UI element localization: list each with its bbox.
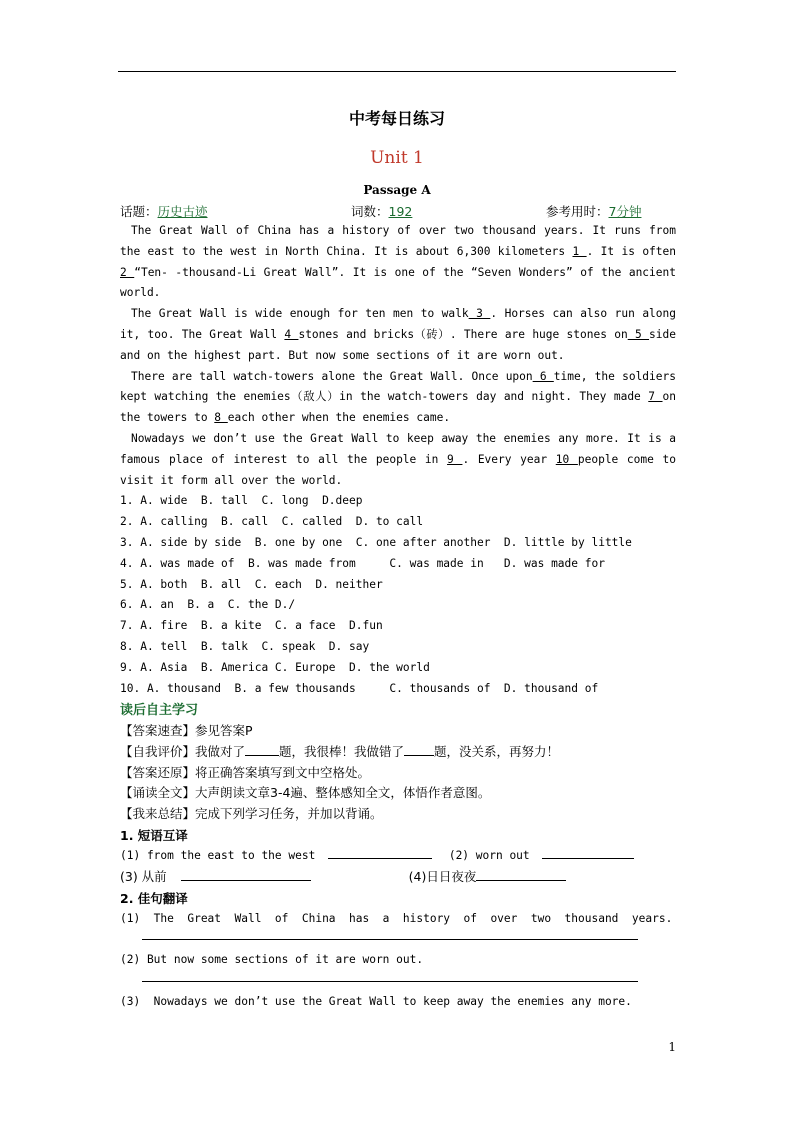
words-meta <box>351 202 412 220</box>
read-line: 【诵读全文】大声朗读文章3-4遍、整体感知全文，体悟作者意图。 <box>120 785 491 801</box>
option-3: 3. A. side by side B. one by one C. one after another D. little by little <box>120 535 632 549</box>
after-reading-heading: 读后自主学习 <box>120 703 199 718</box>
after-reading-section <box>120 700 676 1013</box>
self-eval-line: 【自我评价】我做对了 题，我很棒！我做错了 题，没关系，再努力！ <box>120 743 560 759</box>
blank-8: 8 <box>214 411 228 425</box>
phrase-2-answer[interactable] <box>542 846 634 859</box>
topic-meta <box>120 202 208 220</box>
option-10: 10. A. thousand B. a few thousands C. thousands of D. thousand of <box>120 681 599 695</box>
sentence-3: (3) Nowadays we don’t use the Great Wall to keep away the enemies any more. <box>120 995 632 1009</box>
passage-body <box>120 221 676 699</box>
option-4: 4. A. was made of B. was made from C. was made in D. was made for <box>120 556 605 570</box>
phrase-row-1: (1) from the east to the west (2) worn out <box>120 846 676 867</box>
paragraph-2: The Great Wall is wide enough for ten men to walk 3 . Horses can also run along it, too. The Great Wall 4 stones and bricks（砖）. There are huge stones on 5 side and on the highest part. But now some sections of it are worn out. <box>120 307 677 362</box>
paragraph-3: There are tall watch-towers alone the Great Wall. Once upon 6 time, the soldiers kept watching the enemies（敌人）in the watch-towers day and night. They made 7 on the towers to 8 each other when the enemies came. <box>120 369 676 425</box>
blank-4: 4 <box>284 327 299 341</box>
blank-3: 3 <box>468 307 491 321</box>
time-label: 参考用时： <box>546 204 609 219</box>
unit-title: Unit 1 <box>370 148 424 168</box>
paragraph-4: Nowadays we don’t use the Great Wall to keep away the enemies any more. It is a famous place of interest to all the people in 9 . Every year 10 people come to visit it form all over the world. <box>120 431 676 487</box>
blank-1: 1 <box>572 244 587 258</box>
page-title: 中考每日练习 <box>348 109 445 128</box>
words-value: 192 <box>388 204 413 219</box>
option-7: 7. A. fire B. a kite C. a face D.fun <box>120 619 383 633</box>
answer-check-line: 【答案速查】参见答案P <box>120 723 253 738</box>
blank-2: 2 <box>120 265 135 279</box>
time-meta <box>546 202 641 220</box>
option-9: 9. A. Asia B. America C. Europe D. the world <box>120 660 430 674</box>
page-number: 1 <box>668 1040 676 1054</box>
sentence-2: (2) But now some sections of it are worn out. <box>120 953 424 967</box>
sentence-1-answer[interactable] <box>142 929 638 940</box>
restore-line: 【答案还原】将正确答案填写到文中空格处。 <box>120 764 371 780</box>
option-8: 8. A. tell B. talk C. speak D. say <box>120 639 370 653</box>
blank-7: 7 <box>648 390 663 404</box>
blank-6: 6 <box>532 369 554 383</box>
passage-title: Passage A <box>363 183 431 197</box>
phrases-heading: 1. 短语互译 <box>120 827 188 843</box>
option-6: 6. A. an B. a C. the D./ <box>120 598 296 612</box>
words-label: 词数： <box>351 204 389 219</box>
header-rule <box>118 71 676 72</box>
phrase-3-answer[interactable] <box>181 868 311 881</box>
paragraph-1: The Great Wall of China has a history of over two thousand years. It runs from the east to the west in North China. It is about 6,300 kilometers 1 . It is often 2 “Ten- -thousand-Li Great Wall”. It is one of the “Seven Wonders” of the ancient world. <box>120 224 676 300</box>
sentence-2-answer[interactable] <box>142 971 638 982</box>
correct-count-blank[interactable] <box>245 743 279 756</box>
blank-10: 10 <box>555 452 578 466</box>
phrase-4-answer[interactable] <box>476 868 566 881</box>
option-5: 5. A. both B. all C. each D. neither <box>120 577 383 591</box>
phrase-1-answer[interactable] <box>328 846 432 859</box>
topic-value: 历史古迹 <box>157 204 208 219</box>
option-2: 2. A. calling B. call C. called D. to call <box>120 515 424 529</box>
topic-label: 话题： <box>120 204 158 219</box>
blank-9: 9 <box>447 452 463 466</box>
phrase-row-2: (3) 从前 (4)日日夜夜 <box>120 867 676 888</box>
blank-5: 5 <box>627 327 650 341</box>
time-value: 7分钟 <box>608 204 642 219</box>
sentence-1: (1) The Great Wall of China has a history of over two thousand years. <box>120 911 673 925</box>
sentences-heading: 2. 佳句翻译 <box>120 890 188 906</box>
option-1: 1. A. wide B. tall C. long D.deep <box>120 494 363 508</box>
summary-line: 【我来总结】完成下列学习任务，并加以背诵。 <box>120 806 383 822</box>
wrong-count-blank[interactable] <box>404 743 434 756</box>
